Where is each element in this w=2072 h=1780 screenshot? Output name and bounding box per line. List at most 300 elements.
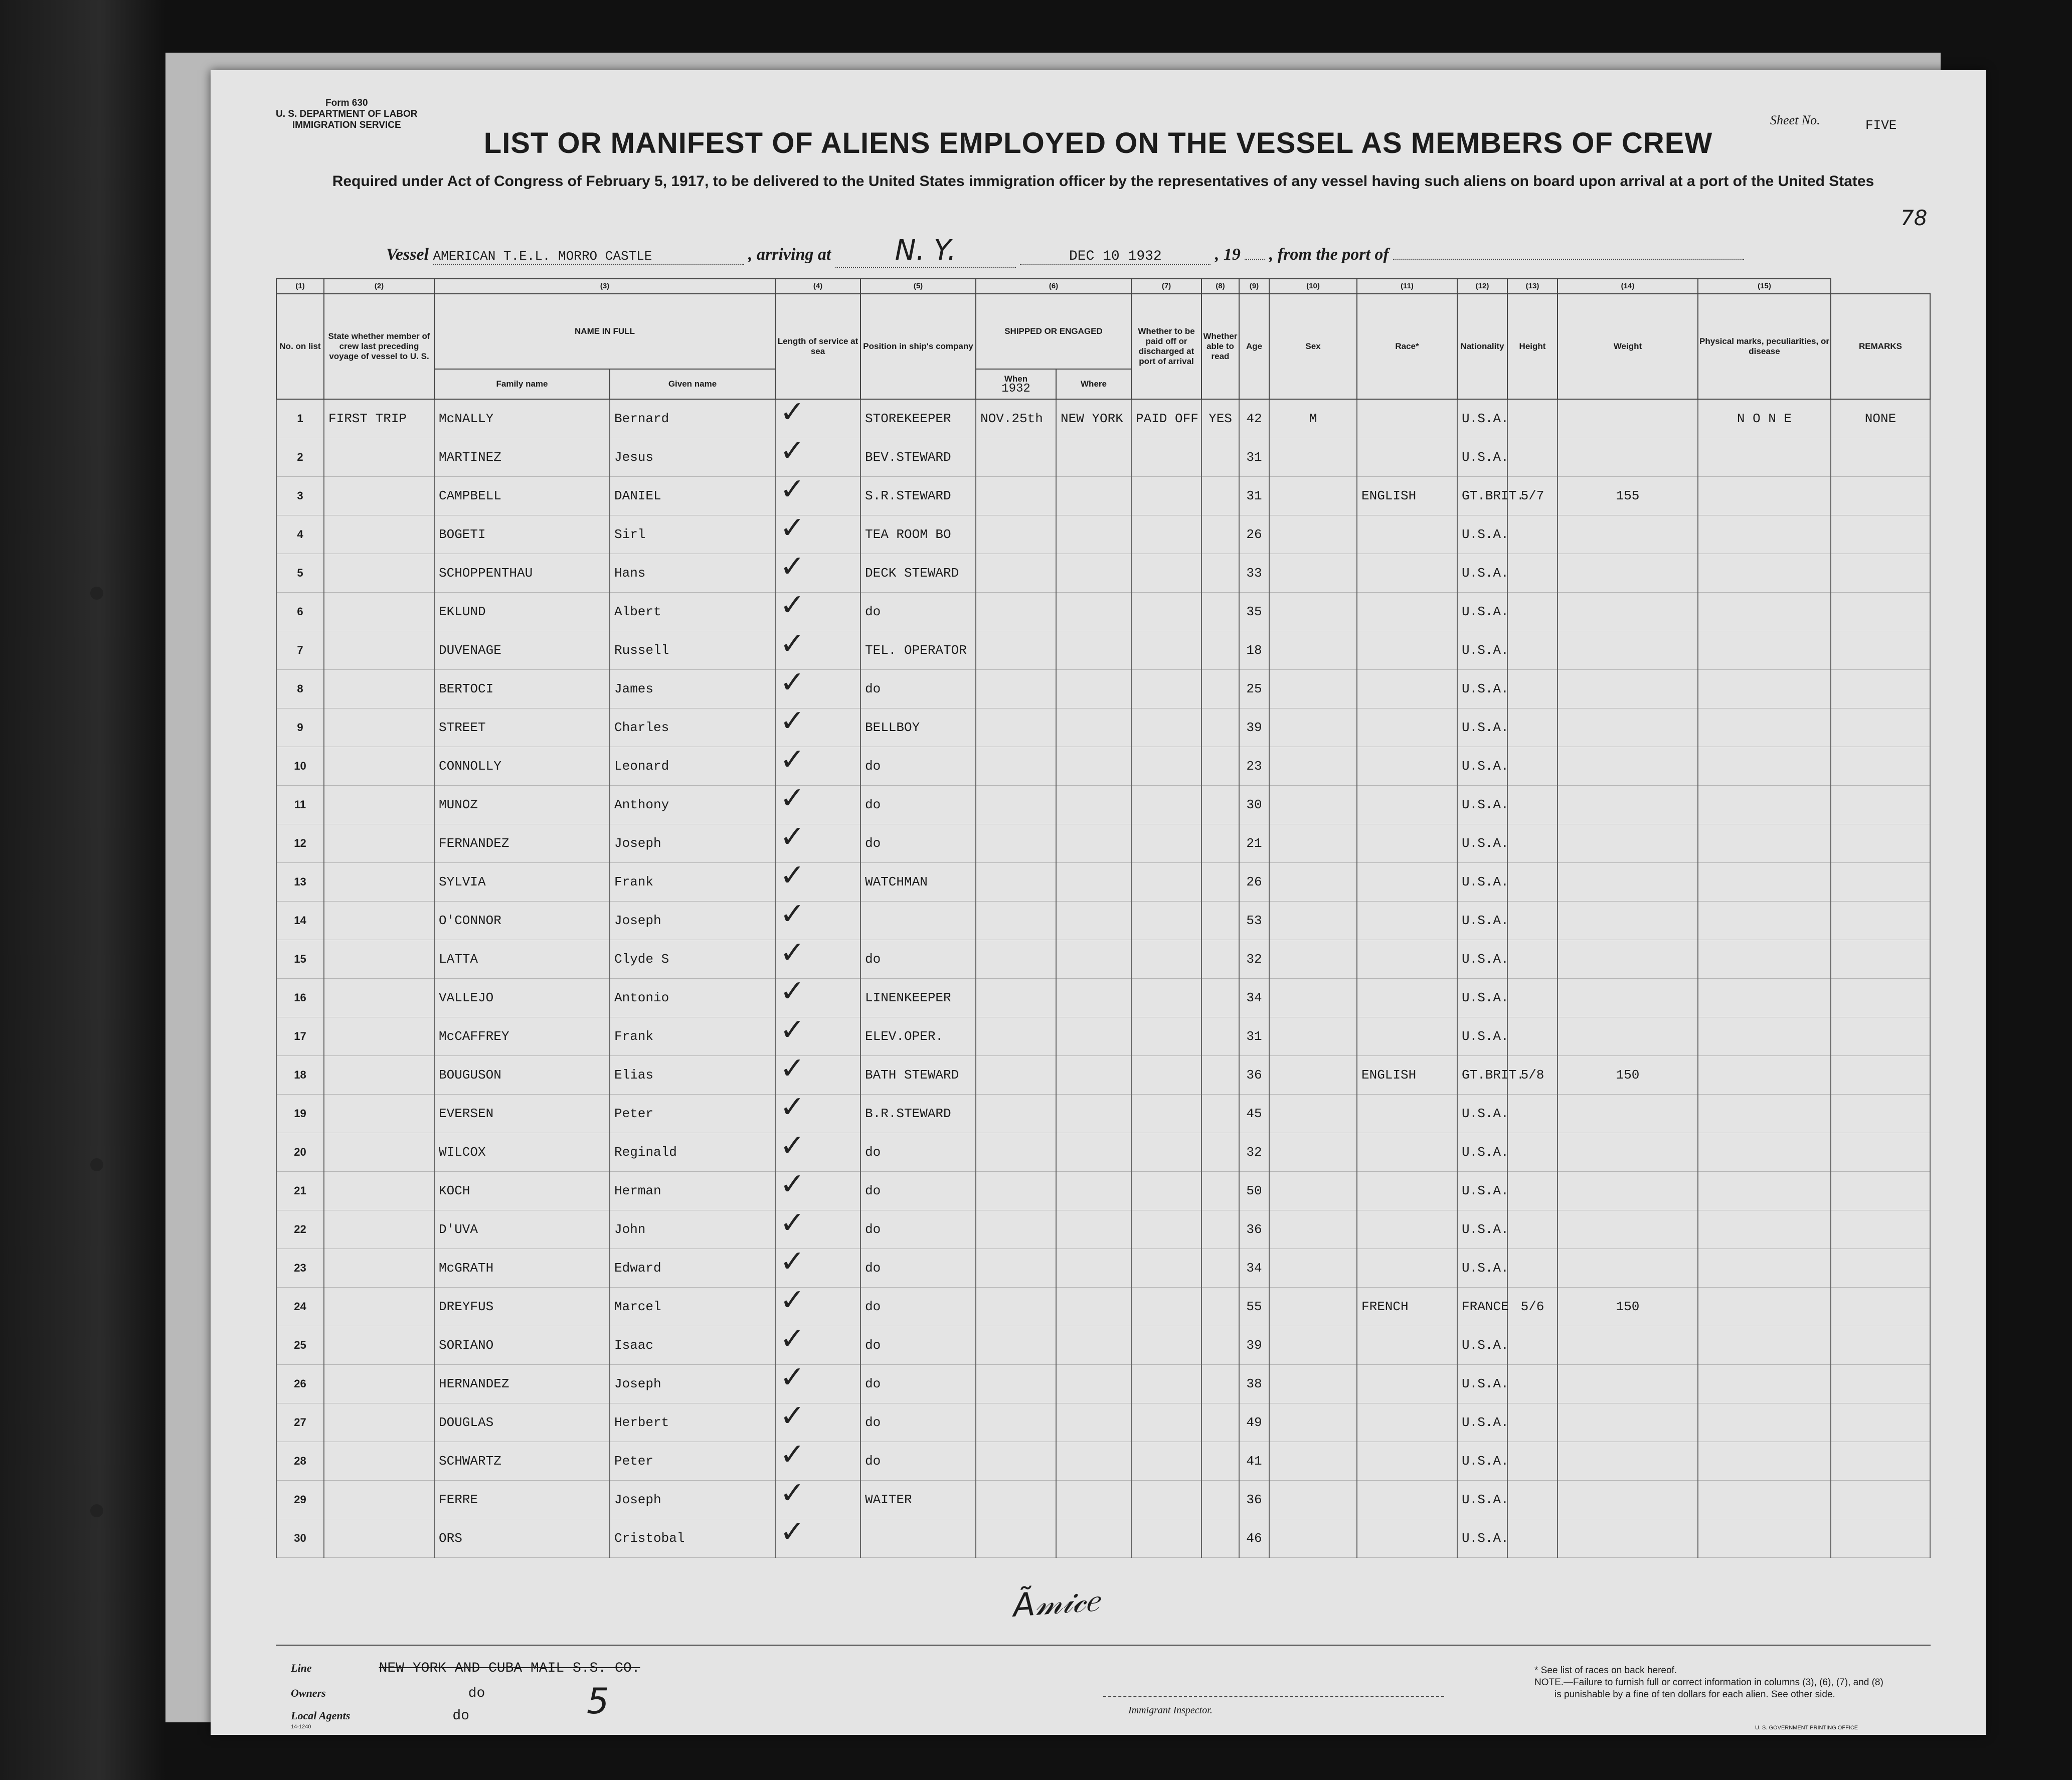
given-name: Leonard (610, 747, 775, 786)
remarks (1831, 1056, 1930, 1095)
given-name: Jesus (610, 438, 775, 477)
agents-value: do (452, 1708, 469, 1724)
table-row (276, 554, 1930, 593)
nationality: U.S.A. (1457, 670, 1507, 708)
table-row (276, 477, 1930, 515)
family-name: KOCH (434, 1172, 610, 1210)
service-length (775, 472, 860, 515)
position: WATCHMAN (860, 863, 976, 902)
height (1507, 1095, 1558, 1133)
service-length (775, 588, 860, 631)
remarks (1831, 593, 1930, 631)
sex (1269, 670, 1357, 708)
sheet-label: Sheet No. (1770, 113, 1820, 127)
position: WAITER (860, 1481, 976, 1519)
age: 42 (1239, 399, 1269, 438)
age: 46 (1239, 1519, 1269, 1558)
able-to-read (1201, 708, 1239, 747)
row-number: 30 (276, 1519, 324, 1558)
sex (1269, 1133, 1357, 1172)
agents-row (291, 1708, 469, 1730)
height: 5/8 (1507, 1056, 1558, 1095)
family-name: DREYFUS (434, 1288, 610, 1326)
shipped-when (976, 477, 1056, 515)
height (1507, 1326, 1558, 1365)
shipped-when (976, 1481, 1056, 1519)
col-header-no: No. on list (276, 294, 324, 399)
able-to-read (1201, 1326, 1239, 1365)
remarks (1831, 554, 1930, 593)
row-number: 8 (276, 670, 324, 708)
nationality: U.S.A. (1457, 1481, 1507, 1519)
remarks (1831, 786, 1930, 824)
physical-marks (1698, 824, 1831, 863)
race (1357, 1172, 1457, 1210)
shipped-where (1056, 1481, 1131, 1519)
shipped-where (1056, 554, 1131, 593)
col-num-1: (1) (276, 279, 324, 294)
family-name: VALLEJO (434, 979, 610, 1017)
checkmark-icon: ✓ (780, 1321, 805, 1356)
weight (1558, 902, 1698, 940)
col-header-sex: Sex (1269, 294, 1357, 399)
service-length (775, 1205, 860, 1249)
race (1357, 979, 1457, 1017)
row-number: 7 (276, 631, 324, 670)
height (1507, 824, 1558, 863)
sex (1269, 1403, 1357, 1442)
race (1357, 708, 1457, 747)
race (1357, 515, 1457, 554)
nationality: U.S.A. (1457, 1249, 1507, 1288)
family-name: CONNOLLY (434, 747, 610, 786)
race (1357, 554, 1457, 593)
position: BATH STEWARD (860, 1056, 976, 1095)
able-to-read (1201, 902, 1239, 940)
owners-row (291, 1686, 485, 1701)
paid-off (1131, 1172, 1201, 1210)
col-header-remarks: REMARKS (1831, 294, 1930, 399)
given-name: Frank (610, 863, 775, 902)
row-number: 21 (276, 1172, 324, 1210)
weight (1558, 1442, 1698, 1481)
service-length (775, 1167, 860, 1210)
family-name: MUNOZ (434, 786, 610, 824)
family-name: EVERSEN (434, 1095, 610, 1133)
shipped-where (1056, 670, 1131, 708)
row-number: 13 (276, 863, 324, 902)
checkmark-icon: ✓ (780, 433, 805, 468)
sex (1269, 1288, 1357, 1326)
position: LINENKEEPER (860, 979, 976, 1017)
weight (1558, 863, 1698, 902)
race (1357, 1481, 1457, 1519)
from-port-label: , from the port of (1269, 245, 1389, 264)
race (1357, 1442, 1457, 1481)
weight (1558, 631, 1698, 670)
sex (1269, 477, 1357, 515)
agents-label: Local Agents (291, 1709, 351, 1722)
age: 26 (1239, 515, 1269, 554)
able-to-read (1201, 1095, 1239, 1133)
nationality: U.S.A. (1457, 1210, 1507, 1249)
remarks (1831, 1442, 1930, 1481)
remarks (1831, 670, 1930, 708)
service-length (775, 1244, 860, 1288)
state-cell (324, 1288, 434, 1326)
shipped-where (1056, 1442, 1131, 1481)
sex (1269, 902, 1357, 940)
shipped-where (1056, 1326, 1131, 1365)
row-number: 22 (276, 1210, 324, 1249)
nationality: U.S.A. (1457, 863, 1507, 902)
col-header-where: Where (1056, 369, 1131, 399)
given-name: Bernard (610, 399, 775, 438)
shipped-where (1056, 979, 1131, 1017)
physical-marks (1698, 438, 1831, 477)
able-to-read (1201, 1481, 1239, 1519)
row-number: 3 (276, 477, 324, 515)
family-name: EKLUND (434, 593, 610, 631)
height (1507, 515, 1558, 554)
family-name: DUVENAGE (434, 631, 610, 670)
nationality: U.S.A. (1457, 1403, 1507, 1442)
shipped-where (1056, 1519, 1131, 1558)
physical-marks (1698, 1326, 1831, 1365)
physical-marks (1698, 1095, 1831, 1133)
shipped-where (1056, 593, 1131, 631)
shipped-when (976, 863, 1056, 902)
given-name: Hans (610, 554, 775, 593)
able-to-read (1201, 824, 1239, 863)
given-name: Edward (610, 1249, 775, 1288)
race (1357, 1095, 1457, 1133)
sex (1269, 438, 1357, 477)
col-header-shipped: SHIPPED OR ENGAGED (976, 294, 1131, 369)
able-to-read (1201, 1249, 1239, 1288)
row-number: 24 (276, 1288, 324, 1326)
weight (1558, 1172, 1698, 1210)
col-num-3: (3) (434, 279, 775, 294)
paid-off (1131, 593, 1201, 631)
paid-off (1131, 1210, 1201, 1249)
arriving-label: , arriving at (748, 245, 831, 264)
checkmark-icon: ✓ (780, 1514, 805, 1549)
able-to-read (1201, 477, 1239, 515)
col-header-nationality: Nationality (1457, 294, 1507, 399)
checkmark-icon: ✓ (780, 1437, 805, 1472)
sex (1269, 593, 1357, 631)
given-name: Antonio (610, 979, 775, 1017)
shipped-where (1056, 786, 1131, 824)
nationality: U.S.A. (1457, 1519, 1507, 1558)
row-number: 17 (276, 1017, 324, 1056)
weight (1558, 940, 1698, 979)
shipped-when (976, 747, 1056, 786)
col-num-6: (6) (976, 279, 1131, 294)
weight (1558, 747, 1698, 786)
service-length (775, 549, 860, 593)
family-name: MARTINEZ (434, 438, 610, 477)
inspector-signature: Ã𝓂𝒾𝒸𝑒 (1011, 1581, 1100, 1625)
height (1507, 863, 1558, 902)
weight: 150 (1558, 1288, 1698, 1326)
position: do (860, 1326, 976, 1365)
paid-off (1131, 1095, 1201, 1133)
nationality: U.S.A. (1457, 902, 1507, 940)
row-number: 16 (276, 979, 324, 1017)
age: 34 (1239, 979, 1269, 1017)
race (1357, 940, 1457, 979)
able-to-read (1201, 515, 1239, 554)
checkmark-icon: ✓ (780, 974, 805, 1009)
height (1507, 438, 1558, 477)
able-to-read (1201, 438, 1239, 477)
physical-marks (1698, 979, 1831, 1017)
able-to-read (1201, 593, 1239, 631)
remarks (1831, 1481, 1930, 1519)
age: 31 (1239, 1017, 1269, 1056)
shipped-when (976, 1365, 1056, 1403)
shipped-when (976, 824, 1056, 863)
state-cell (324, 515, 434, 554)
col-num-4: (4) (775, 279, 860, 294)
checkmark-icon: ✓ (780, 1283, 805, 1318)
race (1357, 824, 1457, 863)
given-name: Joseph (610, 1365, 775, 1403)
physical-marks (1698, 863, 1831, 902)
shipped-where (1056, 1210, 1131, 1249)
weight (1558, 979, 1698, 1017)
position: do (860, 1442, 976, 1481)
able-to-read (1201, 1288, 1239, 1326)
table-row (276, 940, 1930, 979)
remarks (1831, 1210, 1930, 1249)
row-number: 10 (276, 747, 324, 786)
sex: M (1269, 399, 1357, 438)
checkmark-icon: ✓ (780, 1128, 805, 1163)
shipped-when (976, 902, 1056, 940)
height (1507, 940, 1558, 979)
physical-marks (1698, 747, 1831, 786)
weight (1558, 1017, 1698, 1056)
footnote (1534, 1665, 1883, 1701)
able-to-read (1201, 554, 1239, 593)
service-length (775, 1051, 860, 1095)
shipped-where: NEW YORK (1056, 399, 1131, 438)
col-header-race: Race* (1357, 294, 1457, 399)
state-cell (324, 902, 434, 940)
race (1357, 1519, 1457, 1558)
state-cell (324, 593, 434, 631)
checkmark-icon: ✓ (780, 472, 805, 507)
col-num-9: (9) (1239, 279, 1269, 294)
service-length (775, 819, 860, 863)
row-number: 18 (276, 1056, 324, 1095)
col-header-paid-off: Whether to be paid off or discharged at port of arrival (1131, 294, 1201, 399)
shipped-when (976, 1210, 1056, 1249)
given-name: Reginald (610, 1133, 775, 1172)
col-num-10: (10) (1269, 279, 1357, 294)
shipped-when (976, 1442, 1056, 1481)
service-length (775, 1090, 860, 1133)
vessel-label: Vessel (386, 245, 429, 264)
race (1357, 747, 1457, 786)
physical-marks (1698, 477, 1831, 515)
table-row (276, 786, 1930, 824)
page-number: 78 (1901, 206, 1928, 230)
shipped-when (976, 438, 1056, 477)
position: STOREKEEPER (860, 399, 976, 438)
table-row (276, 1519, 1930, 1558)
paid-off (1131, 438, 1201, 477)
service-length (775, 1398, 860, 1442)
col-num-13: (13) (1507, 279, 1558, 294)
col-header-weight: Weight (1558, 294, 1698, 399)
position: do (860, 786, 976, 824)
col-header-read: Whether able to read (1201, 294, 1239, 399)
row-number: 1 (276, 399, 324, 438)
state-cell (324, 554, 434, 593)
checkmark-icon: ✓ (780, 1167, 805, 1202)
race (1357, 670, 1457, 708)
table-row (276, 708, 1930, 747)
state-cell (324, 1056, 434, 1095)
table-row (276, 1172, 1930, 1210)
table-row (276, 1326, 1930, 1365)
family-name: CAMPBELL (434, 477, 610, 515)
inspector-line (1103, 1696, 1444, 1697)
service-length (775, 395, 860, 438)
given-name: Peter (610, 1442, 775, 1481)
able-to-read (1201, 1056, 1239, 1095)
vessel-line (386, 234, 1744, 268)
family-name: McNALLY (434, 399, 610, 438)
footnote-fine: is punishable by a fine of ten dollars for each alien. See other side. (1555, 1689, 1835, 1700)
form-number: Form 630 (325, 98, 368, 108)
remarks (1831, 1288, 1930, 1326)
shipped-when: NOV.25th (976, 399, 1056, 438)
sheet-number: FIVE (1865, 118, 1897, 133)
paid-off (1131, 1403, 1201, 1442)
able-to-read (1201, 1210, 1239, 1249)
physical-marks (1698, 1017, 1831, 1056)
manifest-page (211, 70, 1986, 1735)
row-number: 12 (276, 824, 324, 863)
given-name: Herman (610, 1172, 775, 1210)
shipped-when (976, 940, 1056, 979)
age: 23 (1239, 747, 1269, 786)
height (1507, 786, 1558, 824)
line-label: Line (291, 1662, 312, 1674)
position: do (860, 940, 976, 979)
paid-off (1131, 708, 1201, 747)
service-length (775, 433, 860, 477)
state-cell (324, 631, 434, 670)
physical-marks (1698, 1365, 1831, 1403)
crew-rows (276, 395, 1930, 1558)
physical-marks (1698, 1519, 1831, 1558)
remarks (1831, 631, 1930, 670)
line-value: NEW YORK AND CUBA MAIL S.S. CO. (379, 1661, 640, 1676)
race (1357, 786, 1457, 824)
shipped-when (976, 670, 1056, 708)
shipped-when (976, 1288, 1056, 1326)
punch-hole (90, 1158, 103, 1171)
weight (1558, 554, 1698, 593)
family-name: SYLVIA (434, 863, 610, 902)
service-name: IMMIGRATION SERVICE (292, 120, 401, 130)
family-name: LATTA (434, 940, 610, 979)
race (1357, 1210, 1457, 1249)
race: FRENCH (1357, 1288, 1457, 1326)
given-name: Herbert (610, 1403, 775, 1442)
paid-off (1131, 1481, 1201, 1519)
table-row (276, 1095, 1930, 1133)
position: do (860, 593, 976, 631)
shipped-when (976, 979, 1056, 1017)
paid-off (1131, 902, 1201, 940)
col-header-family-name: Family name (434, 369, 610, 399)
able-to-read (1201, 863, 1239, 902)
paid-off (1131, 1249, 1201, 1288)
arrival-port: N. Y. (835, 234, 1016, 268)
sex (1269, 979, 1357, 1017)
age: 45 (1239, 1095, 1269, 1133)
owners-label: Owners (291, 1687, 326, 1699)
able-to-read (1201, 1403, 1239, 1442)
remarks (1831, 1326, 1930, 1365)
state-cell (324, 940, 434, 979)
year-field (1245, 259, 1265, 260)
remarks (1831, 708, 1930, 747)
shipped-where (1056, 902, 1131, 940)
col-num-7: (7) (1131, 279, 1201, 294)
physical-marks (1698, 1210, 1831, 1249)
able-to-read (1201, 1365, 1239, 1403)
paid-off (1131, 515, 1201, 554)
service-length (775, 1360, 860, 1403)
able-to-read (1201, 747, 1239, 786)
position: S.R.STEWARD (860, 477, 976, 515)
shipped-where (1056, 863, 1131, 902)
sex (1269, 1210, 1357, 1249)
col-header-when (976, 369, 1056, 399)
height (1507, 1442, 1558, 1481)
table-row (276, 747, 1930, 786)
shipped-when (976, 1249, 1056, 1288)
row-number: 27 (276, 1403, 324, 1442)
paid-off (1131, 940, 1201, 979)
state-cell (324, 1172, 434, 1210)
weight (1558, 1326, 1698, 1365)
department-name: U. S. DEPARTMENT OF LABOR (276, 109, 418, 119)
checkmark-icon: ✓ (780, 626, 805, 661)
height (1507, 708, 1558, 747)
table-row (276, 1210, 1930, 1249)
nationality: GT.BRIT. (1457, 477, 1507, 515)
service-length (775, 781, 860, 824)
able-to-read (1201, 670, 1239, 708)
physical-marks (1698, 593, 1831, 631)
state-cell (324, 438, 434, 477)
shipped-where (1056, 1133, 1131, 1172)
agents-code: 14-1240 (291, 1724, 311, 1730)
remarks (1831, 1017, 1930, 1056)
checkmark-icon: ✓ (780, 703, 805, 739)
family-name: BOGETI (434, 515, 610, 554)
given-name: Russell (610, 631, 775, 670)
